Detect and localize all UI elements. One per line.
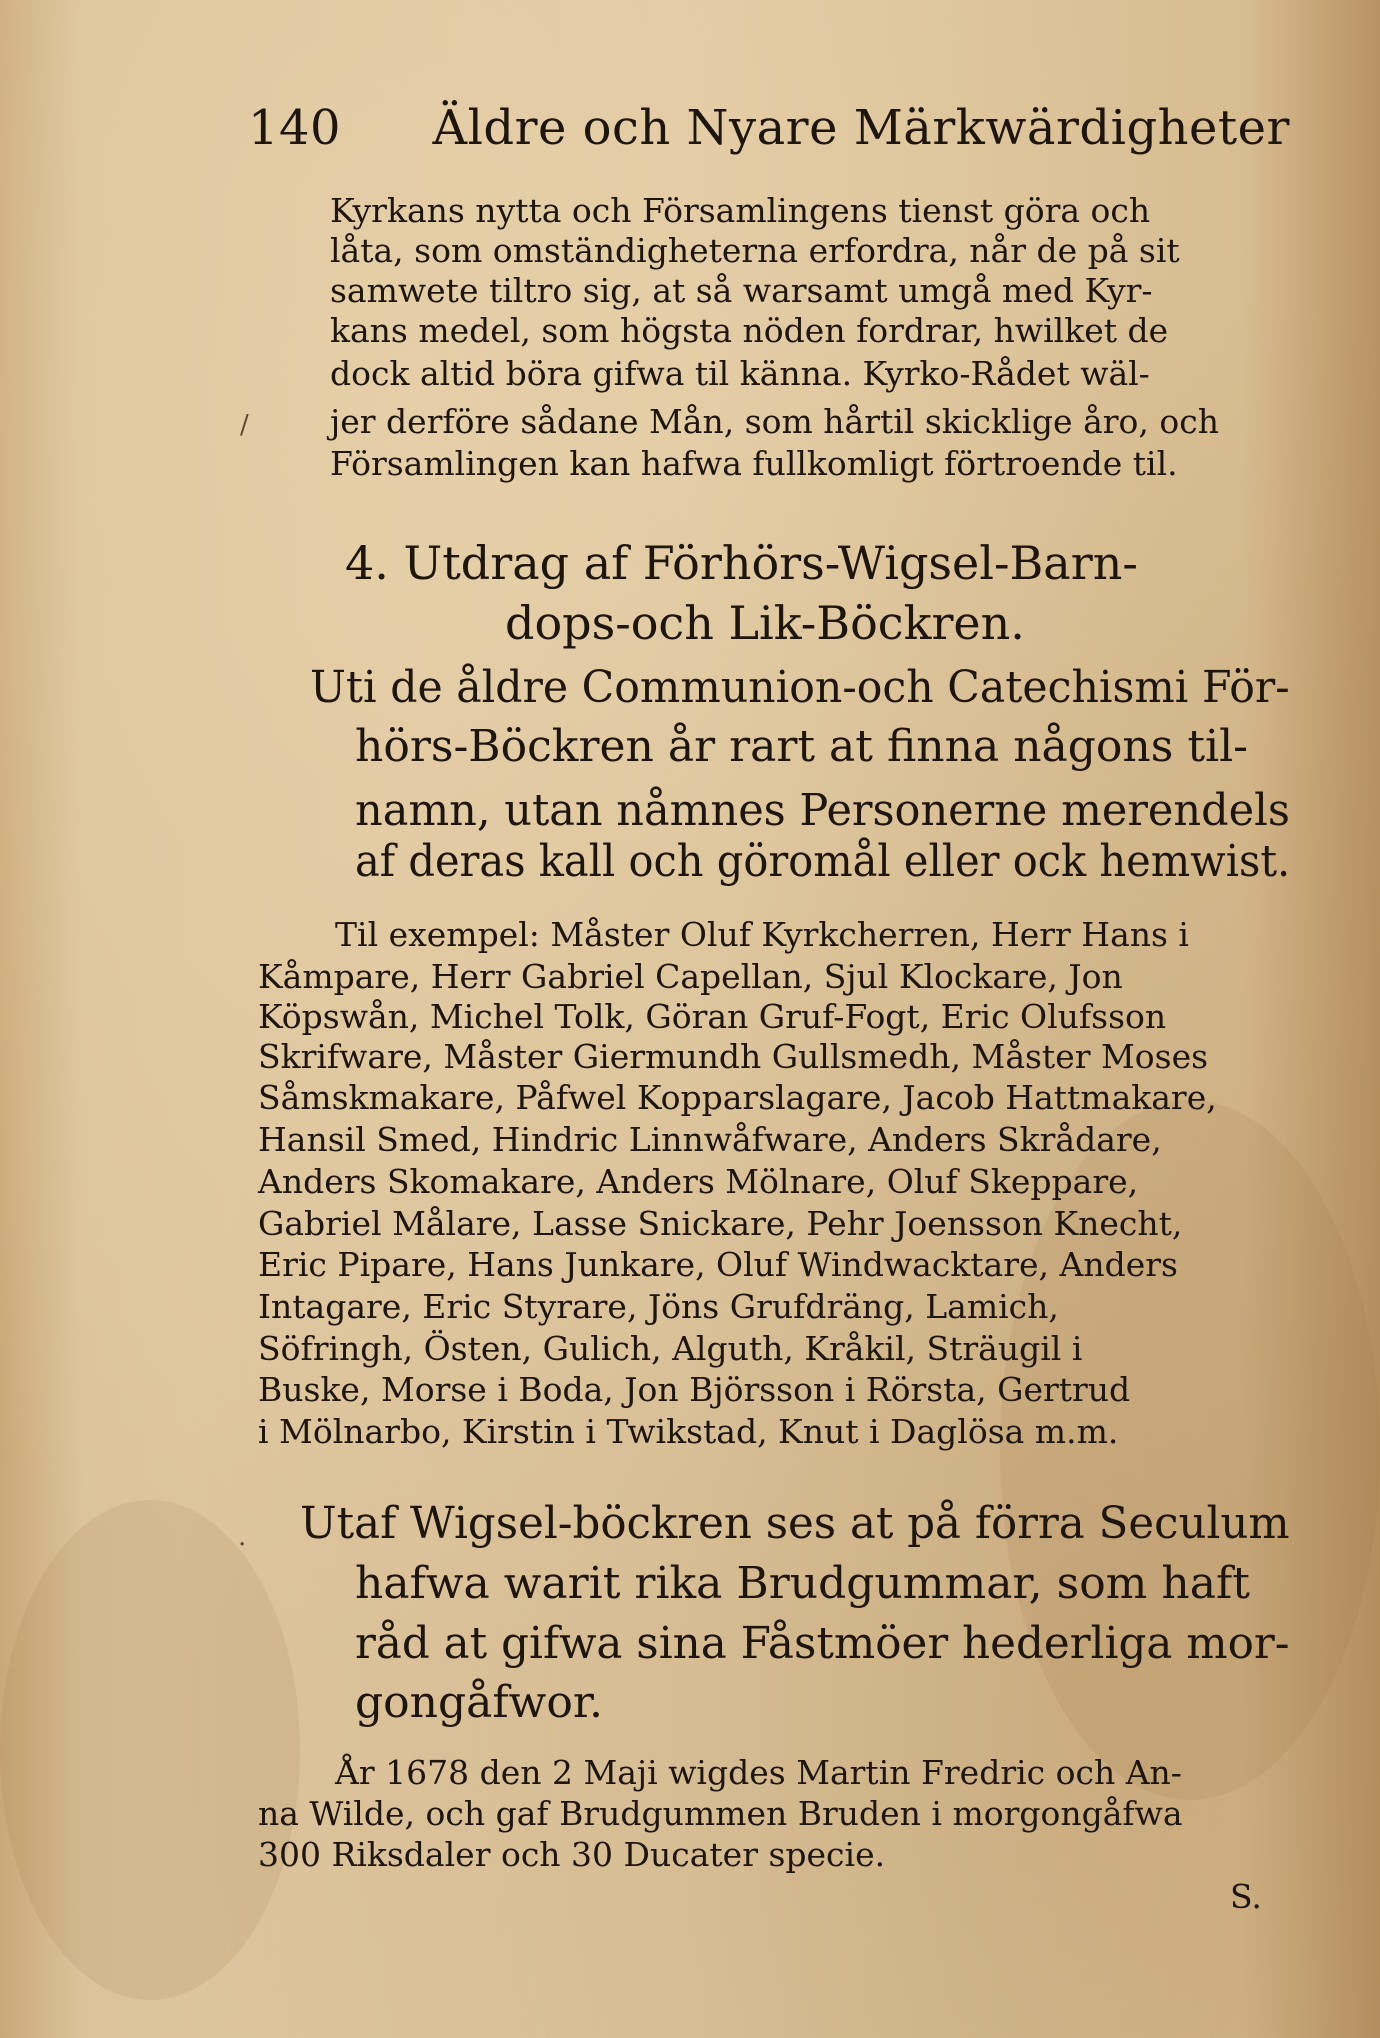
margin-mark: . — [238, 1522, 247, 1552]
text-line: kans medel, som högsta nöden fordrar, hwilket de — [330, 311, 1169, 350]
paper-stain — [0, 1500, 300, 2000]
text-line: i Mölnarbo, Kirstin i Twikstad, Knut i Daglösa m.m. — [258, 1412, 1119, 1451]
text-line: låta, som omständigheterna erfordra, når de på sit — [330, 231, 1180, 270]
text-line: Församlingen kan hafwa fullkomligt förtroende til. — [330, 444, 1178, 483]
catchword: S. — [1230, 1877, 1262, 1916]
text-line: Köpswån, Michel Tolk, Göran Gruf-Fogt, Eric Olufsson — [258, 997, 1167, 1036]
heading-line: dops-och Lik-Böckren. — [505, 596, 1025, 650]
text-line: Intagare, Eric Styrare, Jöns Grufdräng, Lamich, — [258, 1287, 1059, 1326]
page-number: 140 — [248, 100, 342, 156]
text-line: Utaf Wigsel-böckren ses at på förra Seculum — [300, 1498, 1290, 1549]
text-line: Såmskmakare, Påfwel Kopparslagare, Jacob Hattmakare, — [258, 1078, 1217, 1117]
text-line: 300 Riksdaler och 30 Ducater specie. — [258, 1835, 886, 1874]
text-line: Kyrkans nytta och Församlingens tienst göra och — [330, 191, 1151, 230]
text-line: År 1678 den 2 Maji wigdes Martin Fredric och An- — [335, 1753, 1182, 1792]
text-line: Hansil Smed, Hindric Linnwåfware, Anders Skrådare, — [258, 1120, 1162, 1159]
text-line: af deras kall och göromål eller ock hemwist. — [355, 836, 1291, 887]
text-line: Skrifware, Måster Giermundh Gullsmedh, Måster Moses — [258, 1037, 1209, 1076]
running-title: Äldre och Nyare Märkwärdigheter — [432, 100, 1290, 156]
running-header — [248, 100, 1290, 156]
text-line: Anders Skomakare, Anders Mölnare, Oluf Skeppare, — [258, 1162, 1139, 1201]
text-line: Söfringh, Östen, Gulich, Alguth, Kråkil, Sträugil i — [258, 1329, 1083, 1368]
text-line: hafwa warit rika Brudgummar, som haft — [355, 1558, 1250, 1609]
text-line: Kåmpare, Herr Gabriel Capellan, Sjul Klockare, Jon — [258, 957, 1123, 996]
text-line: råd at gifwa sina Fåstmöer hederliga mor- — [355, 1618, 1290, 1669]
text-line: Til exempel: Måster Oluf Kyrkcherren, Herr Hans i — [335, 915, 1189, 954]
text-line: hörs-Böckren år rart at finna någons til- — [355, 721, 1249, 772]
text-line: gongåfwor. — [355, 1677, 604, 1728]
text-line: Uti de åldre Communion-och Catechismi För- — [310, 662, 1290, 713]
text-line: samwete tiltro sig, at så warsamt umgå med Kyr- — [330, 271, 1153, 310]
text-line: jer derföre sådane Mån, som hårtil skicklige åro, och — [330, 402, 1219, 441]
text-line: namn, utan nåmnes Personerne merendels — [355, 785, 1290, 836]
text-line: Eric Pipare, Hans Junkare, Oluf Windwacktare, Anders — [258, 1245, 1178, 1284]
text-line: Gabriel Målare, Lasse Snickare, Pehr Joensson Knecht, — [258, 1204, 1183, 1243]
text-line: Buske, Morse i Boda, Jon Björsson i Rörsta, Gertrud — [258, 1370, 1131, 1409]
margin-mark: / — [240, 410, 249, 440]
heading-line: 4. Utdrag af Förhörs-Wigsel-Barn- — [345, 536, 1138, 590]
text-line: dock altid böra gifwa til känna. Kyrko-Rådet wäl- — [330, 354, 1150, 393]
text-line: na Wilde, och gaf Brudgummen Bruden i morgongåfwa — [258, 1794, 1183, 1833]
